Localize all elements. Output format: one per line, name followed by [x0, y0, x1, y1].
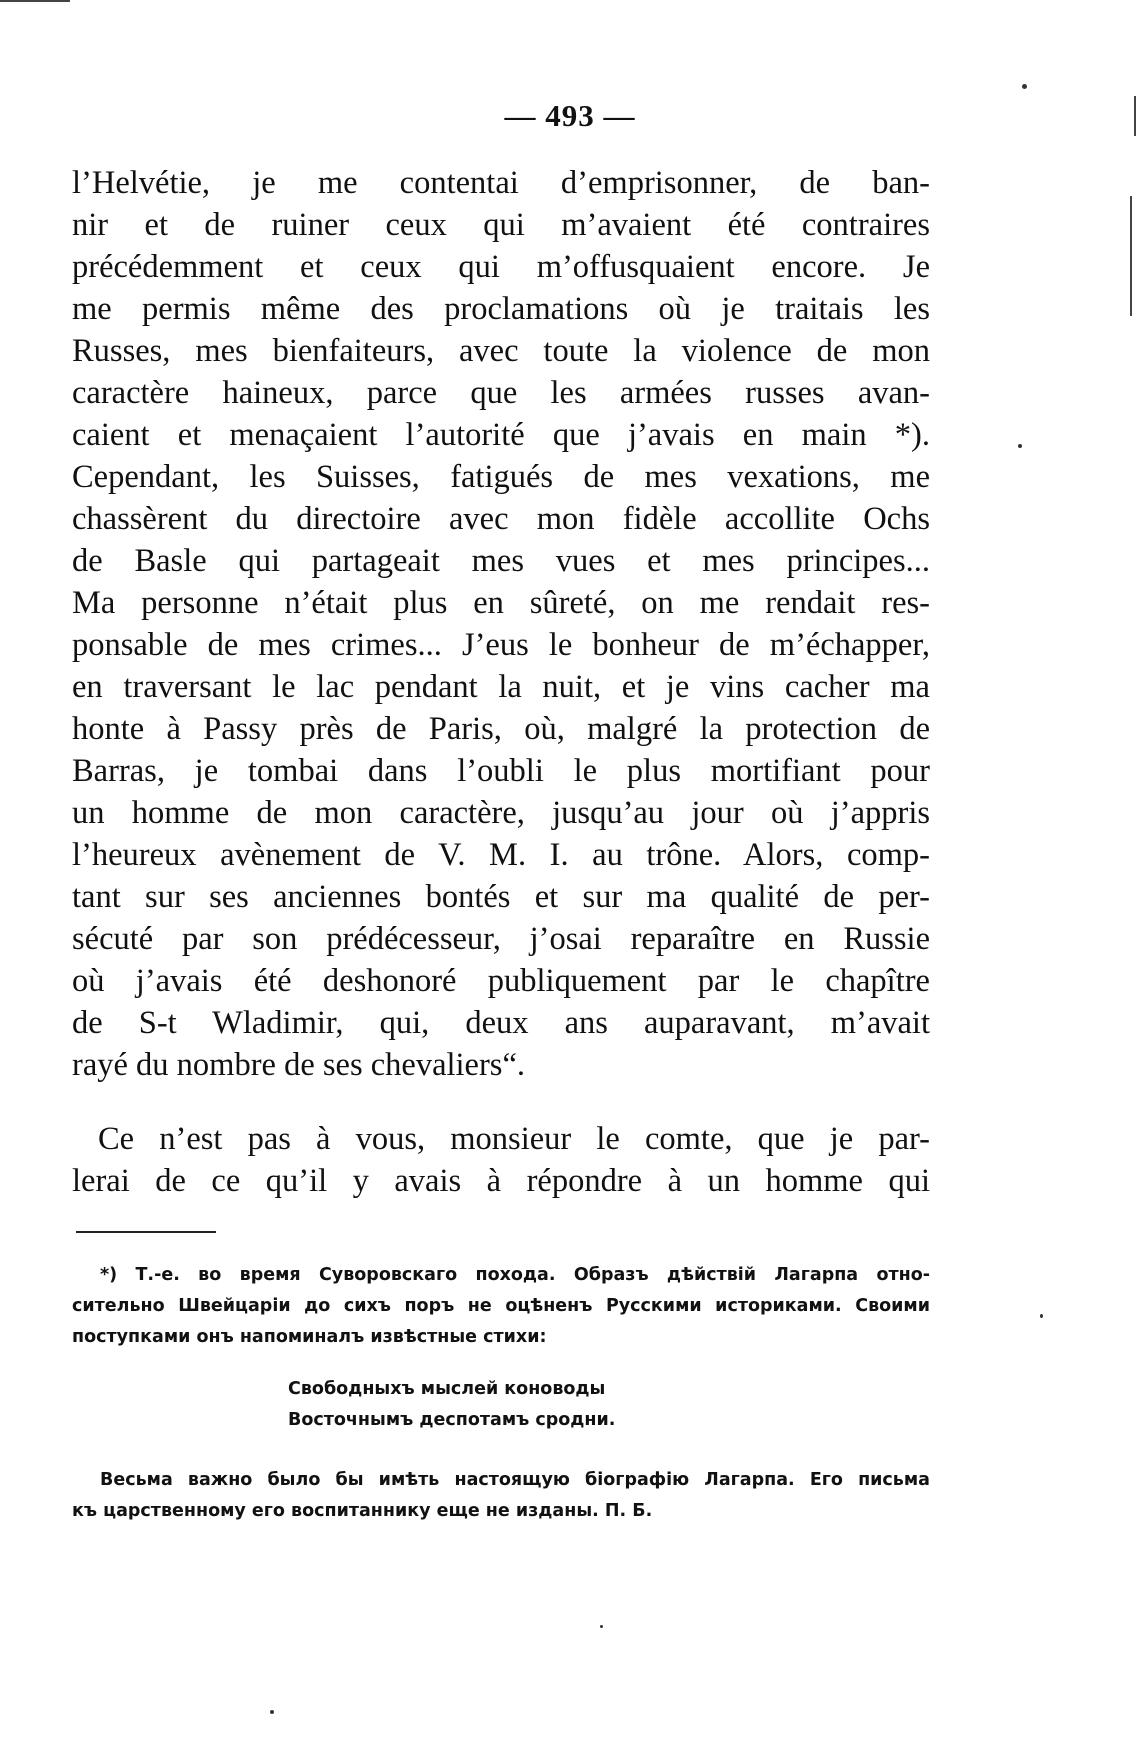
text-line: lerai de ce qu’il y avais à répondre à un homme qui — [72, 1163, 930, 1199]
text-line: nir et de ruiner ceux qui m’avaient été contraires — [72, 207, 930, 243]
verse-line: Восточнымъ деспотамъ сродни. — [288, 1410, 616, 1430]
scan-speck — [1040, 1314, 1043, 1318]
text-line: de Basle qui partageait mes vues et mes principes... — [72, 543, 930, 579]
text-line: un homme de mon caractère, jusqu’au jour où j’appris — [72, 795, 930, 831]
scan-edge-mark — [1130, 196, 1132, 316]
scan-speck — [1022, 84, 1027, 89]
main-paragraph-2 — [72, 1118, 930, 1202]
footnote-verse — [288, 1374, 615, 1436]
verse-line: Свободныхъ мыслей коноводы — [288, 1379, 606, 1399]
text-line: de S-t Wladimir, qui, deux ans auparavant, m’avait — [72, 1005, 930, 1041]
main-paragraph-1 — [72, 162, 930, 1086]
footnote-divider — [76, 1231, 216, 1233]
scan-edge-mark — [1134, 96, 1136, 136]
text-line: où j’avais été deshonoré publiquement par le chapître — [72, 963, 930, 999]
text-line: l’Helvétie, je me contentai d’emprisonner, de ban- — [72, 165, 930, 201]
text-line: tant sur ses anciennes bontés et sur ma qualité de per- — [72, 879, 930, 915]
text-line: sécuté par son prédécesseur, j’osai reparaître en Russie — [72, 921, 930, 957]
scan-speck — [1018, 444, 1022, 448]
footnote-line: Весьма важно было бы имѣть настоящую біографію Лагарпа. Его письма — [100, 1470, 930, 1490]
page-number: — 493 — — [504, 98, 636, 133]
text-line: Russes, mes bienfaiteurs, avec toute la violence de mon — [72, 333, 930, 369]
footnote-2 — [72, 1465, 930, 1527]
scan-edge-mark — [0, 0, 70, 2]
footnote-line: къ царственному его воспитаннику еще не изданы. П. Б. — [72, 1501, 653, 1521]
text-line: l’heureux avènement de V. M. I. au trône. Alors, comp- — [72, 837, 930, 873]
footnote-line: сительно Швейцаріи до сихъ поръ не оцѣненъ Русскими историками. Своими — [72, 1296, 930, 1316]
text-line: honte à Passy près de Paris, où, malgré la protection de — [72, 711, 930, 747]
footnote-line: *) Т.-е. во время Суворовскаго похода. Образъ дѣйствій Лагарпа отно- — [100, 1265, 930, 1285]
text-line: Cependant, les Suisses, fatigués de mes vexations, me — [72, 459, 930, 495]
text-line: en traversant le lac pendant la nuit, et je vins cacher ma — [72, 669, 930, 705]
text-line: Ma personne n’était plus en sûreté, on me rendait res- — [72, 585, 930, 621]
text-line: précédemment et ceux qui m’offusquaient encore. Je — [72, 249, 930, 285]
text-line: chassèrent du directoire avec mon fidèle accollite Ochs — [72, 501, 930, 537]
text-line: me permis même des proclamations où je traitais les — [72, 291, 930, 327]
footnote-line: поступками онъ напоминалъ извѣстные стихи: — [72, 1327, 547, 1347]
text-line: caractère haineux, parce que les armées russes avan- — [72, 375, 930, 411]
scan-speck — [270, 1710, 274, 1714]
text-line: Barras, je tombai dans l’oubli le plus mortifiant pour — [72, 753, 930, 789]
footnote-1 — [72, 1260, 930, 1353]
text-line: Ce n’est pas à vous, monsieur le comte, que je par- — [98, 1121, 930, 1157]
text-line: ponsable de mes crimes... J’eus le bonheur de m’échapper, — [72, 627, 930, 663]
text-line: rayé du nombre de ses chevaliers“. — [72, 1047, 526, 1083]
scan-speck — [600, 1625, 603, 1628]
text-line: caient et menaçaient l’autorité que j’avais en main *). — [72, 417, 930, 453]
